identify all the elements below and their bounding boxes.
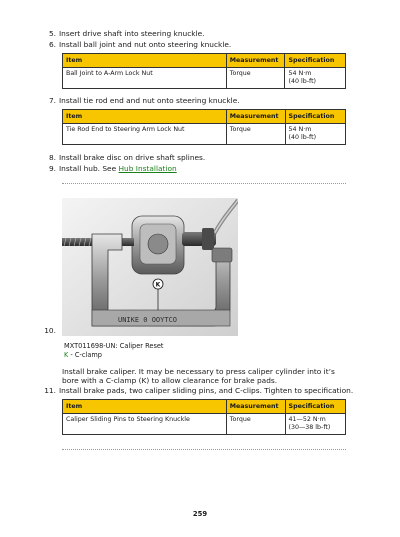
step-text: Insert drive shaft into steering knuckle. <box>59 29 205 38</box>
clamp-stamp-text: UNIKE 0 OOYTCO <box>118 316 178 324</box>
step-text: Install hub. See <box>59 164 119 173</box>
step-number: 10. <box>44 326 56 335</box>
cell-specification <box>285 414 345 435</box>
figure-caption: MXT011698-UN: Caliper Reset <box>64 342 164 350</box>
step-text: Install tie rod end and nut onto steering knuckle. <box>59 96 240 105</box>
table-header-row <box>63 400 346 414</box>
header-specification: Specification <box>285 110 345 124</box>
legend-text: - C-clamp <box>68 351 102 359</box>
cell-measurement: Torque <box>226 124 285 145</box>
step-number: 11. <box>44 386 56 395</box>
page-number: 259 <box>192 510 208 518</box>
table-row <box>63 68 346 89</box>
step-10-paragraph: Install brake caliper. It may be necessary to press caliper cylinder into it’s bore with a C-clamp (K) to allow clearance for brake pads. <box>62 367 335 385</box>
cell-measurement: Torque <box>226 68 285 89</box>
step-number: 8. <box>48 153 56 162</box>
header-specification: Specification <box>285 400 345 414</box>
header-measurement: Measurement <box>226 54 285 68</box>
header-specification: Specification <box>285 54 346 68</box>
legend-key: K <box>64 351 69 359</box>
step-number: 7. <box>48 96 56 105</box>
callout-k-label: K <box>155 281 161 289</box>
cell-item: Tie Rod End to Steering Arm Lock Nut <box>63 124 227 145</box>
header-item: Item <box>63 400 227 414</box>
divider <box>62 449 346 450</box>
header-measurement: Measurement <box>226 400 285 414</box>
figure-legend <box>64 351 102 360</box>
header-measurement: Measurement <box>226 110 285 124</box>
cell-specification <box>285 68 346 89</box>
step-text: Install brake disc on drive shaft splines. <box>59 153 206 162</box>
step-8 <box>44 153 205 162</box>
divider <box>62 183 346 184</box>
table-header-row <box>63 110 346 124</box>
step-9 <box>44 164 177 173</box>
step-text: Install brake pads, two caliper sliding pins, and C-clips. Tighten to specification. <box>59 386 354 395</box>
cell-measurement: Torque <box>226 414 285 435</box>
step-number: 5. <box>48 29 56 38</box>
cell-specification <box>285 124 345 145</box>
spec-metric: 54 N·m <box>288 126 312 133</box>
hub-installation-link[interactable]: Hub Installation <box>118 164 177 173</box>
step-number: 6. <box>48 40 56 49</box>
step-number: 9. <box>48 164 56 173</box>
header-item: Item <box>63 110 227 124</box>
table-header-row <box>63 54 346 68</box>
cell-item: Caliper Sliding Pins to Steering Knuckle <box>63 414 227 435</box>
table-row <box>63 414 346 435</box>
spec-metric: 54 N·m <box>288 70 312 77</box>
step-11 <box>44 386 353 395</box>
header-item: Item <box>63 54 227 68</box>
spec-table-tie-rod <box>62 109 346 145</box>
spec-metric: 41—52 N·m <box>288 416 326 423</box>
spec-imperial: (40 lb-ft) <box>288 78 317 85</box>
step-6 <box>44 40 231 49</box>
step-5 <box>44 29 205 38</box>
spec-table-ball-joint <box>62 53 346 89</box>
spec-table-caliper-pins <box>62 399 346 435</box>
step-7 <box>44 96 240 105</box>
spec-imperial: (30—38 lb-ft) <box>288 424 331 431</box>
step-10 <box>44 326 59 335</box>
spec-imperial: (40 lb-ft) <box>288 134 317 141</box>
cell-item: Ball Joint to A-Arm Lock Nut <box>63 68 227 89</box>
table-row <box>63 124 346 145</box>
caliper-reset-photo <box>62 198 238 336</box>
step-text: Install ball joint and nut onto steering knuckle. <box>59 40 232 49</box>
